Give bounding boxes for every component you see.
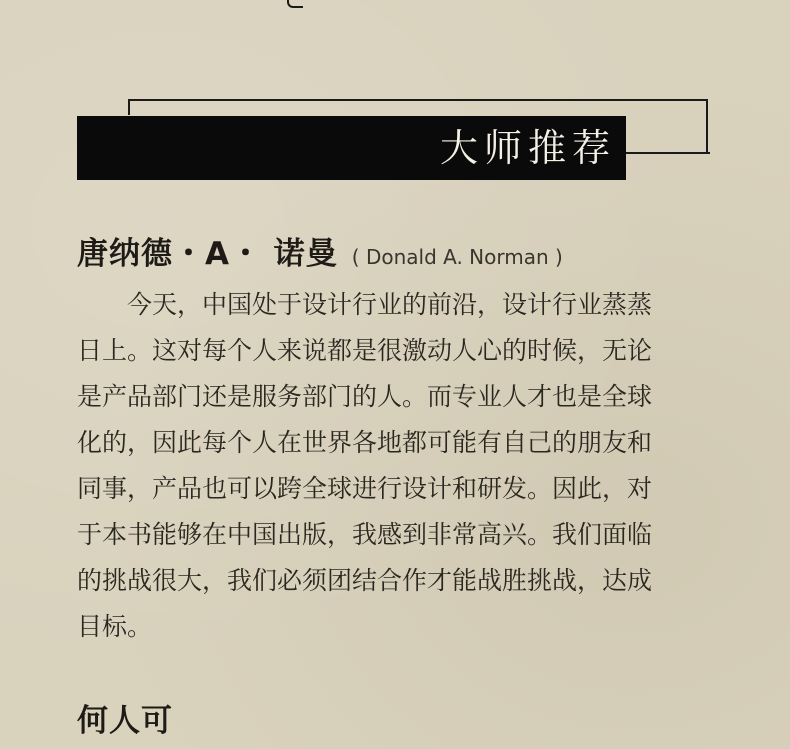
recommender-heading bbox=[77, 228, 563, 270]
recommender-name: 唐纳德・A・ 诺曼 bbox=[77, 236, 338, 272]
top-decoration-mark bbox=[287, 0, 303, 8]
quote-line: 的挑战很大，我们必须团结合作才能战胜挑战，达成 bbox=[77, 566, 653, 595]
quote-line: 今天，中国处于设计行业的前沿，设计行业蒸蒸 bbox=[127, 290, 653, 319]
quote-line: 是产品部门还是服务部门的人。而专业人才也是全球 bbox=[77, 382, 653, 411]
recommendation-quote bbox=[77, 282, 717, 650]
banner-frame-bottom bbox=[626, 152, 710, 154]
recommender-english-name: ( Donald A. Norman ) bbox=[351, 245, 563, 269]
section-banner bbox=[77, 116, 626, 180]
banner-frame-tick bbox=[128, 99, 130, 115]
second-recommender-name: 何人可 bbox=[77, 703, 173, 739]
section-title: 大师推荐 bbox=[439, 126, 616, 170]
quote-line: 日上。这对每个人来说都是很激动人心的时候，无论 bbox=[77, 336, 653, 365]
quote-line: 同事，产品也可以跨全球进行设计和研发。因此，对 bbox=[77, 474, 653, 503]
quote-line: 于本书能够在中国出版，我感到非常高兴。我们面临 bbox=[77, 520, 653, 549]
quote-line: 目标。 bbox=[77, 612, 153, 641]
quote-line: 化的，因此每个人在世界各地都可能有自己的朋友和 bbox=[77, 428, 653, 457]
